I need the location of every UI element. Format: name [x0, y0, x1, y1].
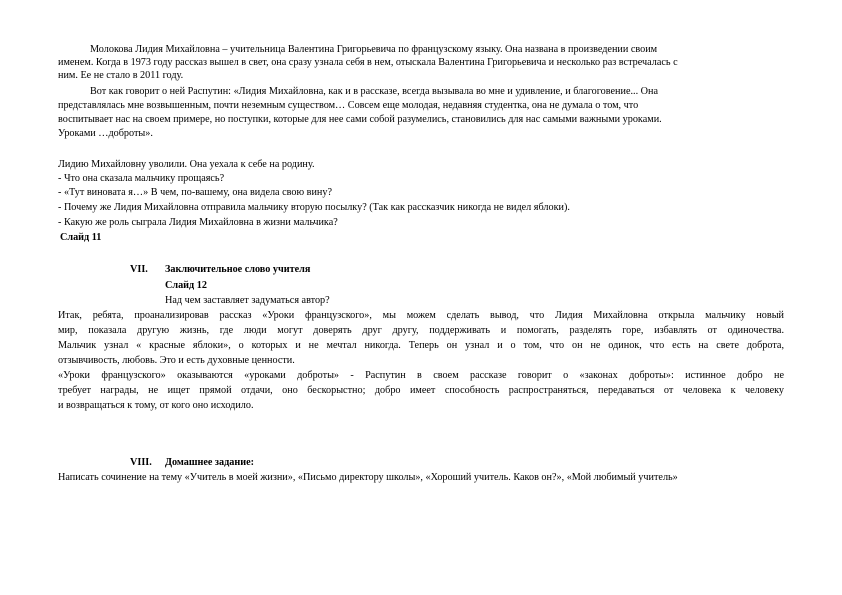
- paragraph-2-line-3: воспитывает нас на своем примере, но поступки, которые для нее сами собой разумелись, становились для нас самыми важными уроками.: [58, 114, 662, 125]
- section-8-title: Домашнее задание:: [165, 457, 255, 468]
- paragraph-2-line-2: представлялась мне возвышенным, почти неземным существом… Совсем еще молодая, недавняя студентка, она не думала о том, что: [58, 100, 639, 111]
- paragraph-1-line-1: Молокова Лидия Михайловна – учительница Валентина Григорьевича по французскому языку. Она названа в произведении своим: [90, 44, 658, 55]
- paragraph-1-line-2: именем. Когда в 1973 году рассказ вышел в свет, она сразу узнала себя в нем, отыскала Валентина Григорьевича и несколько раз встречалась с: [58, 57, 678, 68]
- paragraph-2-line-4: Уроками …доброты».: [58, 128, 153, 139]
- question-2: - «Тут виновата я…» В чем, по-вашему, она видела свою вину?: [58, 187, 332, 198]
- section-8-number: VIII.: [130, 457, 152, 468]
- conclusion-line-5: «Уроки французского» оказываются «уроками доброты» - Распутин в своем рассказе говорит о «законах доброты»: истинное добро не: [58, 370, 784, 381]
- section-7-number: VII.: [130, 264, 148, 275]
- slide-11-label: Слайд 11: [60, 232, 102, 243]
- conclusion-line-6: требует награды, не ищет прямой отдачи, оно бескорыстно; добро имеет способность распространяться, передаваться от человека к человеку: [58, 385, 784, 396]
- conclusion-line-7: и возвращаться к тому, от кого оно исходило.: [58, 400, 254, 411]
- paragraph-2-line-1: Вот как говорит о ней Распутин: «Лидия Михайловна, как и в рассказе, всегда вызывала во мне и удивление, и благоговение... Она: [90, 86, 658, 97]
- conclusion-line-3: Мальчик узнал « красные яблоки», о которых и не мечтал никогда. Теперь он узнал и о том, что он не одинок, что есть на свете доброта,: [58, 340, 784, 351]
- question-4: - Какую же роль сыграла Лидия Михайловна в жизни мальчика?: [58, 217, 338, 228]
- section-7-title: Заключительное слово учителя: [165, 264, 311, 275]
- question-3: - Почему же Лидия Михайловна отправила мальчику вторую посылку? (Так как рассказчик никогда не видел яблоки).: [58, 202, 570, 213]
- paragraph-1-line-3: ним. Ее не стало в 2011 году.: [58, 70, 184, 81]
- section-7-question: Над чем заставляет задуматься автор?: [165, 295, 330, 306]
- conclusion-line-1: Итак, ребята, проанализировав рассказ «Уроки французского», мы можем сделать вывод, что Лидия Михайловна открыла мальчику новый: [58, 310, 784, 321]
- conclusion-line-2: мир, показала другую жизнь, где люди могут доверять друг другу, поддерживать и помогать, разделять горе, избавлять от одиночества.: [58, 325, 784, 336]
- conclusion-line-4: отзывчивость, любовь. Это и есть духовные ценности.: [58, 355, 295, 366]
- homework-text: Написать сочинение на тему «Учитель в моей жизни», «Письмо директору школы», «Хороший учитель. Каков он?», «Мой любимый учитель»: [58, 472, 678, 483]
- slide-12-label: Слайд 12: [165, 280, 207, 291]
- question-intro: Лидию Михайловну уволили. Она уехала к себе на родину.: [58, 159, 315, 170]
- question-1: - Что она сказала мальчику прощаясь?: [58, 173, 225, 184]
